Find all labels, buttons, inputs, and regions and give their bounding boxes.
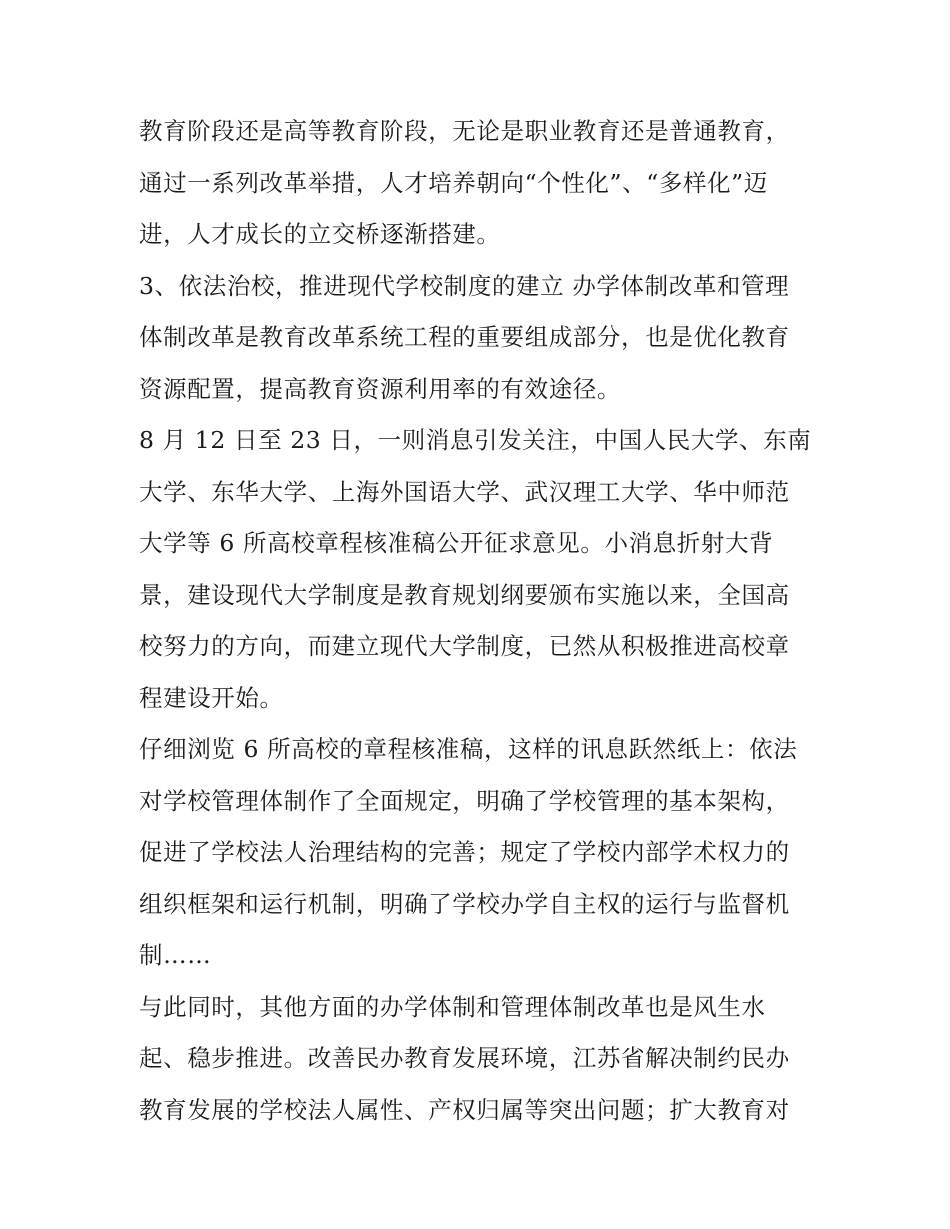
text-line: 进，人才成长的立交桥逐渐搭建。 <box>139 220 501 248</box>
text-line: 大学、东华大学、上海外国语大学、武汉理工大学、华中师范 <box>139 477 790 506</box>
text-line: 通过一系列改革举措，人才培养朝向“个性化”、“多样化”迈 <box>139 168 768 197</box>
text-line: 资源配置，提高教育资源利用率的有效途径。 <box>139 374 621 403</box>
text-line: 大学等 6 所高校章程核准稿公开征求意见。小消息折射大背 <box>139 529 774 557</box>
text-line: 3、依法治校，推进现代学校制度的建立 办学体制改革和管理 <box>139 271 790 300</box>
text-line: 起、稳步推进。改善民办教育发展环境，江苏省解决制约民办 <box>139 1044 790 1072</box>
text-line: 景，建设现代大学制度是教育规划纲要颁布实施以来，全国高 <box>139 580 790 609</box>
text-line: 仔细浏览 6 所高校的章程核准稿，这样的讯息跃然纸上：依法 <box>139 735 798 763</box>
text-line: 对学校管理体制作了全面规定，明确了学校管理的基本架构， <box>139 786 790 815</box>
text-line: 制…… <box>139 941 212 969</box>
text-line: 校努力的方向，而建立现代大学制度，已然从积极推进高校章 <box>139 632 790 660</box>
text-line: 教育阶段还是高等教育阶段，无论是职业教育还是普通教育， <box>139 117 790 145</box>
text-line: 体制改革是教育改革系统工程的重要组成部分，也是优化教育 <box>139 323 790 351</box>
text-line: 促进了学校法人治理结构的完善；规定了学校内部学术权力的 <box>139 838 790 866</box>
text-line: 8 月 12 日至 23 日，一则消息引发关注，中国人民大学、东南 <box>139 426 812 454</box>
text-line: 教育发展的学校法人属性、产权归属等突出问题；扩大教育对 <box>139 1095 790 1124</box>
text-line: 程建设开始。 <box>139 683 284 712</box>
text-line: 组织框架和运行机制，明确了学校办学自主权的运行与监督机 <box>139 889 790 918</box>
text-line: 与此同时，其他方面的办学体制和管理体制改革也是风生水 <box>139 992 766 1021</box>
document-body <box>139 106 819 1136</box>
